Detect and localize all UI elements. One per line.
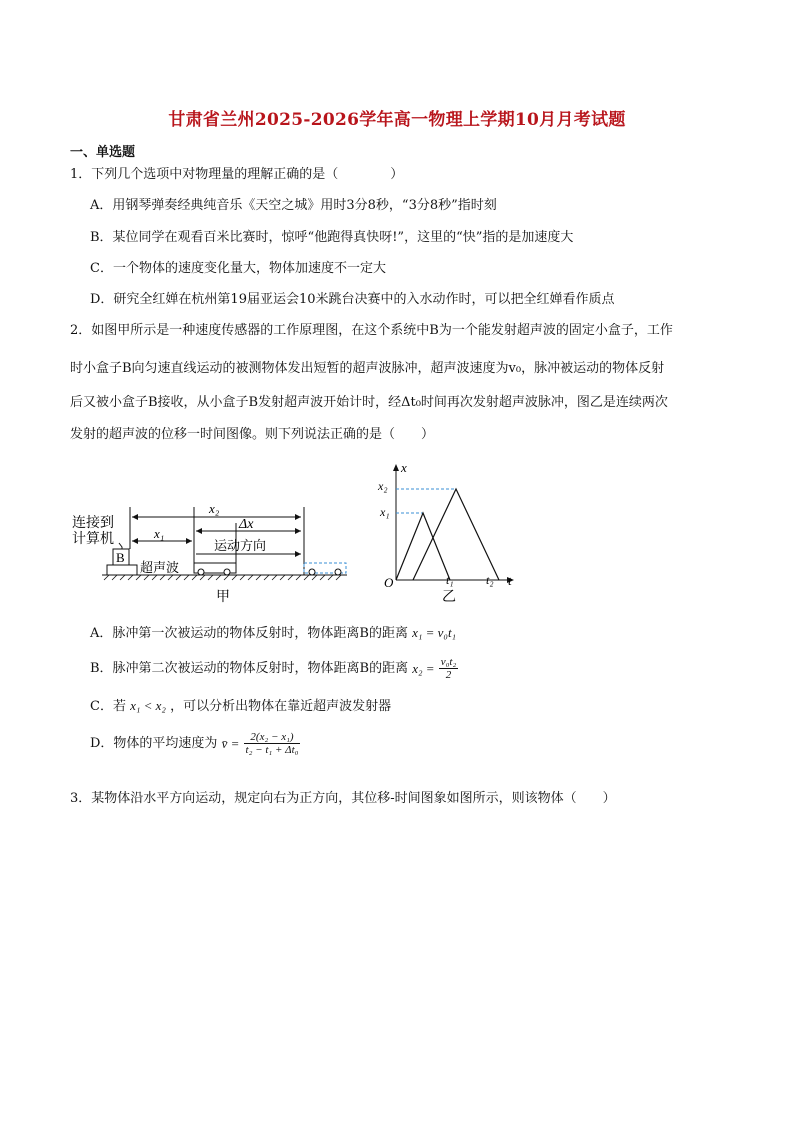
label-connect-1: 连接到 [72, 516, 114, 531]
q2-option-d-numerator: 2(x₂ − x₁) [244, 731, 301, 744]
figure-jia [64, 495, 364, 607]
q2-option-d-text: D．物体的平均速度为 [90, 736, 218, 752]
section-heading: 一、单选题 [70, 145, 136, 160]
q2-option-d-fraction [244, 731, 301, 756]
q2-option-c-post: ，可以分析出物体在靠近超声波发射器 [170, 699, 392, 714]
cart-ghost-wheel-2 [335, 569, 341, 575]
q2-stem-line1: 2．如图甲所示是一种速度传感器的工作原理图，在这个系统中B为一个能发射超声波的固定小盒子，工作 [70, 323, 673, 338]
q2-option-b-lhs: x₂ = [412, 661, 435, 677]
box-b-label: B [116, 550, 125, 565]
cable [119, 543, 122, 549]
q2-option-c-formula: x₁ < x₂ [130, 698, 166, 713]
x-axis-label: t [508, 573, 512, 588]
q2-option-c [90, 699, 391, 713]
q1-option-d: D．研究全红婵在杭州第19届亚运会10米跳台决赛中的入水动作时，可以把全红婵看作质点 [90, 292, 615, 307]
q2-option-d-denominator: t₂ − t₁ + Δt₀ [245, 744, 299, 757]
pulse-1-line [396, 513, 450, 580]
q2-option-d-lhs: v̄ = [221, 736, 240, 752]
pulse-2-line [413, 489, 499, 580]
q2-stem-line3: 后又被小盒子B接收，从小盒子B发射超声波开始计时，经Δt₀时间再次发射超声波脉冲，图乙是连续两次 [70, 395, 668, 410]
t2-tick-label: t₂ [486, 573, 494, 587]
q2-option-b [90, 656, 458, 681]
page-title: 甘肃省兰州2025-2026学年高一物理上学期10月月考试题 [168, 110, 626, 130]
q2-option-a-formula: x₁ = v₀t₁ [412, 625, 457, 640]
cart-wheel-1 [198, 569, 204, 575]
direction-label: 运动方向 [214, 538, 267, 553]
q2-option-b-numerator: v₀t₂ [440, 656, 457, 668]
caption-yi: 乙 [442, 590, 456, 605]
label-connect-2: 计算机 [72, 532, 114, 547]
wave-label: 超声波 [140, 560, 180, 575]
caption-jia: 甲 [216, 590, 230, 605]
dx-label: Δx [239, 517, 254, 532]
q2-option-b-denominator: 2 [445, 669, 452, 682]
x2-tick-label: x₂ [378, 479, 388, 493]
y-axis-label: x [401, 460, 407, 475]
ground-hatch [104, 575, 341, 580]
q2-option-a [90, 626, 456, 640]
q2-option-a-text: A．脉冲第一次被运动的物体反射时，物体距离B的距离 [90, 626, 408, 641]
q2-option-b-fraction [439, 656, 459, 681]
q1-option-b: B．某位同学在观看百米比赛时，惊呼“他跑得真快呀!”，这里的“快”指的是加速度大 [90, 230, 574, 245]
figure-yi [372, 458, 524, 608]
q2-stem-line2: 时小盒子B向匀速直线运动的被测物体发出短暂的超声波脉冲，超声波速度为v₀，脉冲被运动的物体反射 [70, 361, 665, 376]
x2-label: x₂ [209, 501, 220, 516]
q1-option-a: A．用钢琴弹奏经典纯音乐《天空之城》用时3分8秒，“3分8秒”指时刻 [90, 198, 497, 213]
q2-option-c-pre: C．若 [90, 699, 126, 714]
q2-option-d [90, 731, 300, 756]
base-block [107, 565, 137, 575]
x1-tick-label: x₁ [380, 505, 390, 519]
cart-ghost-wheel-1 [309, 569, 315, 575]
x1-label: x₁ [154, 526, 165, 541]
cart-wheel-2 [224, 569, 230, 575]
q2-stem-line4: 发射的超声波的位移一时间图像。则下列说法正确的是（ ） [70, 427, 435, 442]
q1-option-c: C．一个物体的速度变化量大，物体加速度不一定大 [90, 261, 386, 276]
origin-label: O [384, 575, 394, 590]
q3-stem: 3．某物体沿水平方向运动，规定向右为正方向，其位移-时间图象如图所示，则该物体（ ） [70, 791, 616, 806]
q1-stem: 1．下列几个选项中对物理量的理解正确的是（ ） [70, 167, 404, 182]
q2-option-b-text: B．脉冲第二次被运动的物体反射时，物体距离B的距离 [90, 661, 409, 677]
t1-tick-label: t₁ [446, 573, 454, 587]
